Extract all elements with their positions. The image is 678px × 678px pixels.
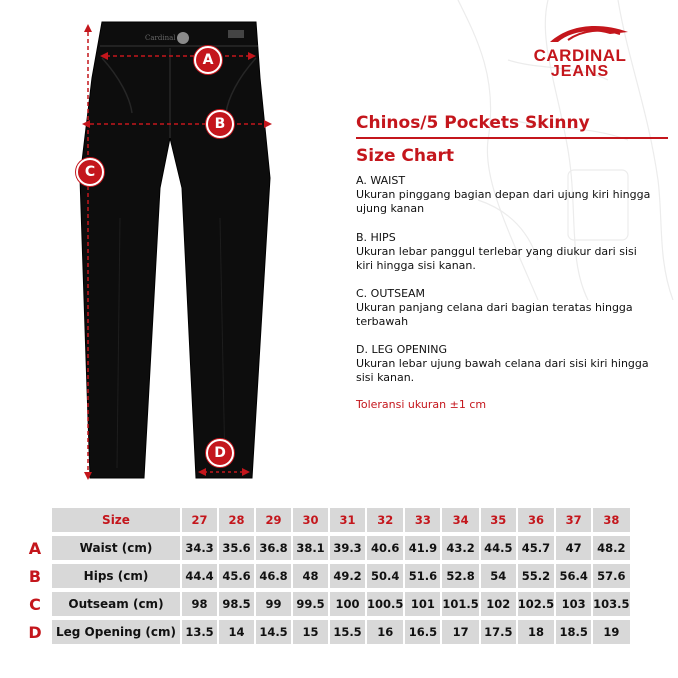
brand-swoosh-icon (510, 22, 650, 46)
row-letter: D (20, 620, 50, 644)
description-waist (356, 174, 656, 216)
marker-b-badge: B (206, 110, 234, 138)
table-cell: 103.5 (593, 592, 629, 616)
table-cell: 44.4 (182, 564, 217, 588)
size-header-cell: 36 (518, 508, 554, 532)
row-label: Outseam (cm) (52, 592, 180, 616)
description-text: Ukuran lebar ujung bawah celana dari sisi kiri hingga sisi kanan. (356, 357, 649, 384)
row-label: Leg Opening (cm) (52, 620, 180, 644)
table-cell: 36.8 (256, 536, 291, 560)
table-cell: 103 (556, 592, 591, 616)
table-cell: 17.5 (481, 620, 516, 644)
brand-name-line2: JEANS (550, 63, 610, 80)
table-cell: 102.5 (518, 592, 554, 616)
table-cell: 48.2 (593, 536, 629, 560)
table-cell: 55.2 (518, 564, 554, 588)
marker-a-badge: A (194, 46, 222, 74)
table-cell: 40.6 (367, 536, 403, 560)
size-header-cell: 27 (182, 508, 217, 532)
title-divider (356, 137, 668, 139)
row-letter: A (20, 536, 50, 560)
size-header-cell: 38 (593, 508, 629, 532)
table-cell: 100.5 (367, 592, 403, 616)
row-letter: C (20, 592, 50, 616)
pants-illustration (20, 18, 320, 488)
table-cell: 46.8 (256, 564, 291, 588)
table-cell: 45.6 (219, 564, 254, 588)
size-header-cell: 35 (481, 508, 516, 532)
table-cell: 44.5 (481, 536, 516, 560)
description-outseam (356, 287, 656, 329)
size-table (18, 504, 632, 648)
table-cell: 57.6 (593, 564, 629, 588)
size-header-cell: 37 (556, 508, 591, 532)
size-header-cell: 31 (330, 508, 365, 532)
table-row (20, 620, 630, 644)
svg-text:Cardinal: Cardinal (145, 34, 176, 42)
size-header-cell: 34 (442, 508, 478, 532)
description-text: Ukuran panjang celana dari bagian teratas hingga terbawah (356, 301, 633, 328)
size-header-cell: 28 (219, 508, 254, 532)
table-cell: 45.7 (518, 536, 554, 560)
description-hips (356, 231, 656, 273)
row-letter: B (20, 564, 50, 588)
size-header-cell: 33 (405, 508, 440, 532)
table-cell: 17 (442, 620, 478, 644)
table-cell: 39.3 (330, 536, 365, 560)
table-cell: 18.5 (556, 620, 591, 644)
table-cell: 16 (367, 620, 403, 644)
brand-logo (510, 22, 660, 82)
row-label: Hips (cm) (52, 564, 180, 588)
brand-name-line1: CARDINAL (533, 46, 627, 65)
table-cell: 100 (330, 592, 365, 616)
table-cell: 14 (219, 620, 254, 644)
description-text: Ukuran pinggang bagian depan dari ujung kiri hingga ujung kanan (356, 188, 651, 215)
size-header-cell: 32 (367, 508, 403, 532)
table-cell: 56.4 (556, 564, 591, 588)
size-header-cell: 29 (256, 508, 291, 532)
table-cell: 99.5 (293, 592, 328, 616)
description-heading: C. OUTSEAM (356, 287, 426, 300)
table-cell: 47 (556, 536, 591, 560)
table-cell: 14.5 (256, 620, 291, 644)
table-corner (20, 508, 50, 532)
table-cell: 15.5 (330, 620, 365, 644)
table-cell: 16.5 (405, 620, 440, 644)
description-heading: A. WAIST (356, 174, 406, 187)
table-cell: 38.1 (293, 536, 328, 560)
table-cell: 50.4 (367, 564, 403, 588)
table-cell: 101 (405, 592, 440, 616)
tolerance-note: Toleransi ukuran ±1 cm (356, 398, 487, 411)
size-chart-heading: Size Chart (356, 146, 454, 166)
description-heading: B. HIPS (356, 231, 396, 244)
marker-c-badge: C (76, 158, 104, 186)
table-cell: 99 (256, 592, 291, 616)
size-header-cell: 30 (293, 508, 328, 532)
table-header-row (20, 508, 630, 532)
table-cell: 102 (481, 592, 516, 616)
table-header-size: Size (52, 508, 180, 532)
table-cell: 35.6 (219, 536, 254, 560)
description-heading: D. LEG OPENING (356, 343, 448, 356)
product-title: Chinos/5 Pockets Skinny (356, 113, 590, 133)
table-cell: 43.2 (442, 536, 478, 560)
table-row (20, 564, 630, 588)
table-row (20, 592, 630, 616)
table-cell: 51.6 (405, 564, 440, 588)
table-cell: 15 (293, 620, 328, 644)
row-label: Waist (cm) (52, 536, 180, 560)
table-cell: 101.5 (442, 592, 478, 616)
table-cell: 52.8 (442, 564, 478, 588)
description-leg-opening (356, 343, 656, 385)
table-cell: 13.5 (182, 620, 217, 644)
table-cell: 48 (293, 564, 328, 588)
table-cell: 54 (481, 564, 516, 588)
table-cell: 49.2 (330, 564, 365, 588)
table-cell: 98.5 (219, 592, 254, 616)
marker-d-badge: D (206, 439, 234, 467)
table-cell: 41.9 (405, 536, 440, 560)
table-cell: 34.3 (182, 536, 217, 560)
table-cell: 19 (593, 620, 629, 644)
table-cell: 18 (518, 620, 554, 644)
description-text: Ukuran lebar panggul terlebar yang diukur dari sisi kiri hingga sisi kanan. (356, 245, 637, 272)
table-cell: 98 (182, 592, 217, 616)
table-row (20, 536, 630, 560)
